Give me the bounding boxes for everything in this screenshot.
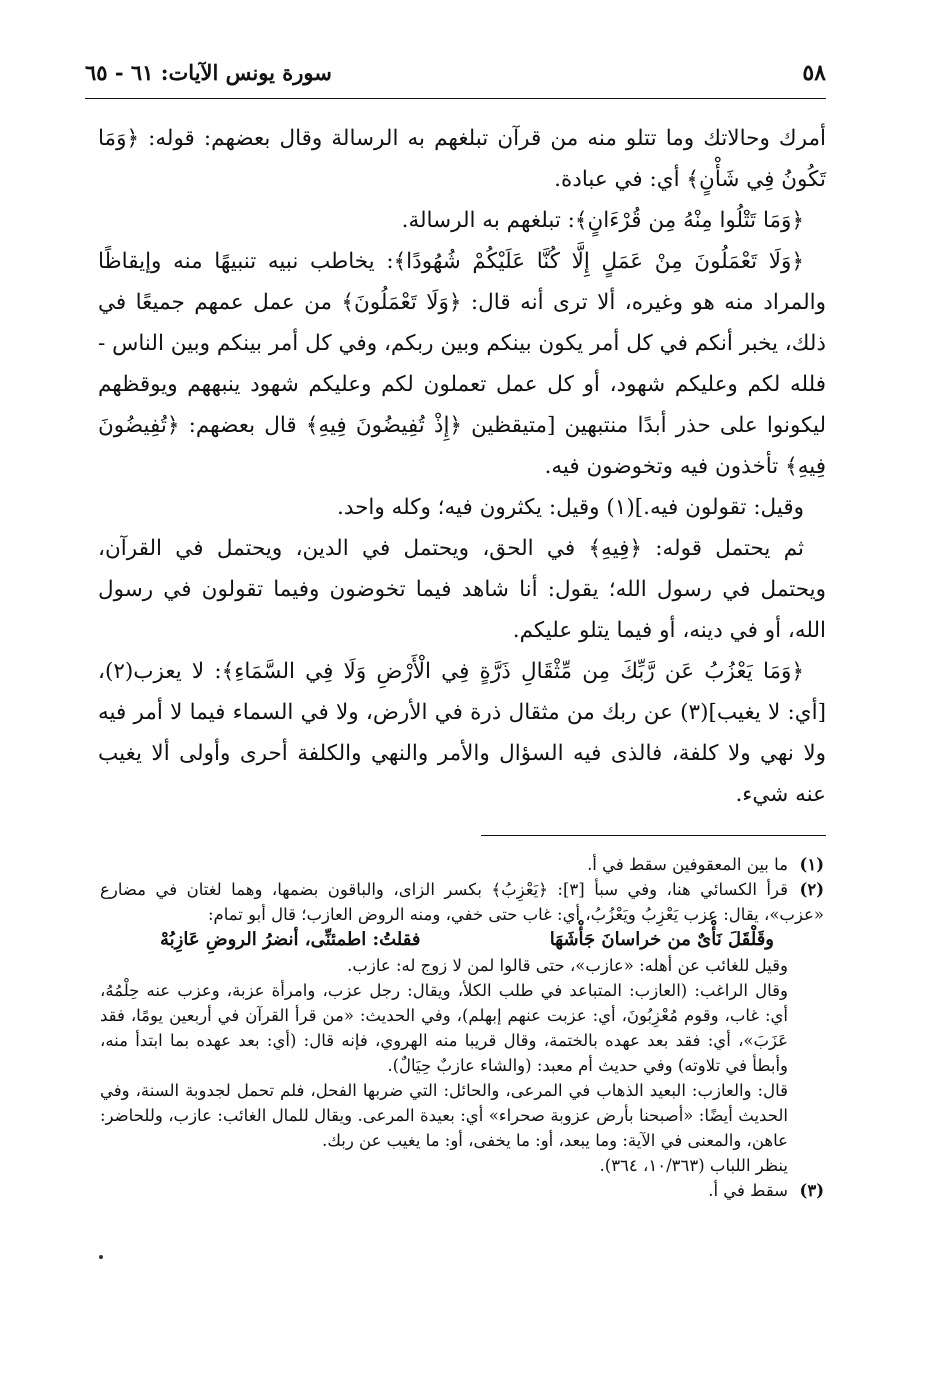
page-number: ٥٨ xyxy=(802,60,826,86)
page-header xyxy=(85,60,826,99)
footnote-text: قرأ الكسائي هنا، وفي سبأ [٣]: ﴿يَعْزِبُ﴾ بكسر الزاى، والباقون بضمها، وهما لغتان في مضارع «عزب»، يقال: عزب يَعْزِبُ ويَعْزُبُ، أي: غاب حتى خفي، ومنه الروض العازب؛ قال أبو تمام: xyxy=(100,880,824,924)
paragraph: ﴿وَمَا يَعْزُبُ عَن رَّبِّكَ مِن مِّثْقَالِ ذَرَّةٍ فِي الْأَرْضِ وَلَا فِي السَّمَاءِ﴾: لا يعزب(٢)، [أي: لا يغيب](٣) عن ربك من مثقال ذرة في الأرض، ولا في السماء فيما لا أمر فيه ولا نهي ولا كلفة، فالذى فيه السؤال والأمر والنهي والكلفة أحرى وأولى ألا يغيب عنه شيء. xyxy=(98,659,826,807)
paragraph: ﴿وَمَا تَتْلُوا مِنْهُ مِن قُرْءَانٍ﴾: تبلغهم به الرسالة. xyxy=(401,208,804,233)
paragraph: ﴿وَلَا تَعْمَلُونَ مِنْ عَمَلٍ إِلَّا كُنَّا عَلَيْكُمْ شُهُودًا﴾: يخاطب نبيه تنبيهًا منه وإيقاظًا والمراد منه هو وغيره، ألا ترى أنه قال: ﴿وَلَا تَعْمَلُونَ﴾ من عمل عمهم جميعًا في ذلك، يخبر أنكم في كل أمر يكون بينكم وبين ربكم، وفي كل أمر بينكم وبين الناس - فلله لكم وعليكم شهود، أو كل عمل تعملون لكم وعليكم شهود ينبههم ويوقظهم ليكونوا على حذر أبدًا منتبهين [متيقظين ﴿إِذْ تُفِيضُونَ فِيهِ﴾ قال بعضهم: ﴿تُفِيضُونَ فِيهِ﴾ تأخذون فيه وتخوضون فيه. xyxy=(98,249,826,479)
footnote-number: (١) xyxy=(799,855,824,874)
main-text xyxy=(98,118,826,815)
ink-speck xyxy=(99,1255,103,1259)
footnotes xyxy=(100,852,824,1203)
paragraph: وقيل: تقولون فيه.](١) وقيل: يكثرون فيه؛ وكله واحد. xyxy=(336,495,804,520)
footnote-number: (٣) xyxy=(799,1181,824,1200)
paragraph: أمرك وحالاتك وما تتلو منه من قرآن تبلغهم به الرسالة وقال بعضهم: قوله: ﴿وَمَا تَكُونُ فِي شَأْنٍ﴾ أي: في عبادة. xyxy=(98,126,826,192)
running-title: سورة يونس الآيات: ٦١ - ٦٥ xyxy=(85,60,332,85)
footnote-text: سقط في أ. xyxy=(708,1181,788,1200)
poetry-verse xyxy=(100,927,824,953)
footnote-text: ما بين المعقوفين سقط في أ. xyxy=(587,855,788,874)
footnote-text: قال: والعازب: البعيد الذهاب في المرعى، والحائل: التي ضربها الفحل، فلم تحمل لجدوبة السنة، وفي الحديث أيضًا: «أصبحنا بأرض عزوبة صحراء» أي: بعيدة المرعى. ويقال للمال الغائب: عازب، وللحاضر: عاهن، والمعنى في الآية: وما يبعد، أو: ما يخفى، أو: ما يغيب عن ربك. xyxy=(100,1081,788,1150)
footnote-text: وقال الراغب: (العازب: المتباعد في طلب الكلأ، ويقال: رجل عزب، وامرأة عزبة، وعزب عنه حِلْمُهُ، أي: غاب، وقوم مُعْزِبُونَ، أي: عزبت عنهم إبهلم)، وفي الحديث: «من قرأ القرآن في أربعين يومًا، فقد عَزَبَ»، أي: فقد بعد عهده بالختمة، وقال قريبا منه الهروي، فإنه قال: (أي: بعد عهده بما ابتدأ منه، وأبطأ في تلاوته) وفي حديث أم معبد: (والشاء عازبٌ حِيَالٌ). xyxy=(100,981,788,1075)
footnote-3 xyxy=(100,1178,824,1203)
verse-hemistich-second: فقلتُ: اطمئنِّى، أنضرُ الروضِ عَازِبُهْ xyxy=(160,929,421,950)
footnote-text: وقيل للغائب عن أهله: «عازب»، حتى قالوا لمن لا زوج له: عازب. xyxy=(347,956,788,975)
footnote-reference: ينظر اللباب (١٠/٣٦٣، ٣٦٤). xyxy=(599,1156,788,1175)
footnote-separator xyxy=(481,835,826,836)
footnote-2 xyxy=(100,877,824,927)
verse-hemistich-first: وقَلْقَلَ نَأْىٌ من خراسانَ جَأْشَهَا xyxy=(549,929,774,950)
paragraph: ثم يحتمل قوله: ﴿فِيهِ﴾ في الحق، ويحتمل في الدين، ويحتمل في القرآن، ويحتمل في رسول الله؛ يقول: أنا شاهد فيما تخوضون وفيما تقولون في رسول الله، أو في دينه، أو فيما يتلو عليكم. xyxy=(98,536,826,643)
footnote-number: (٢) xyxy=(799,880,825,899)
footnote-1 xyxy=(100,852,824,877)
